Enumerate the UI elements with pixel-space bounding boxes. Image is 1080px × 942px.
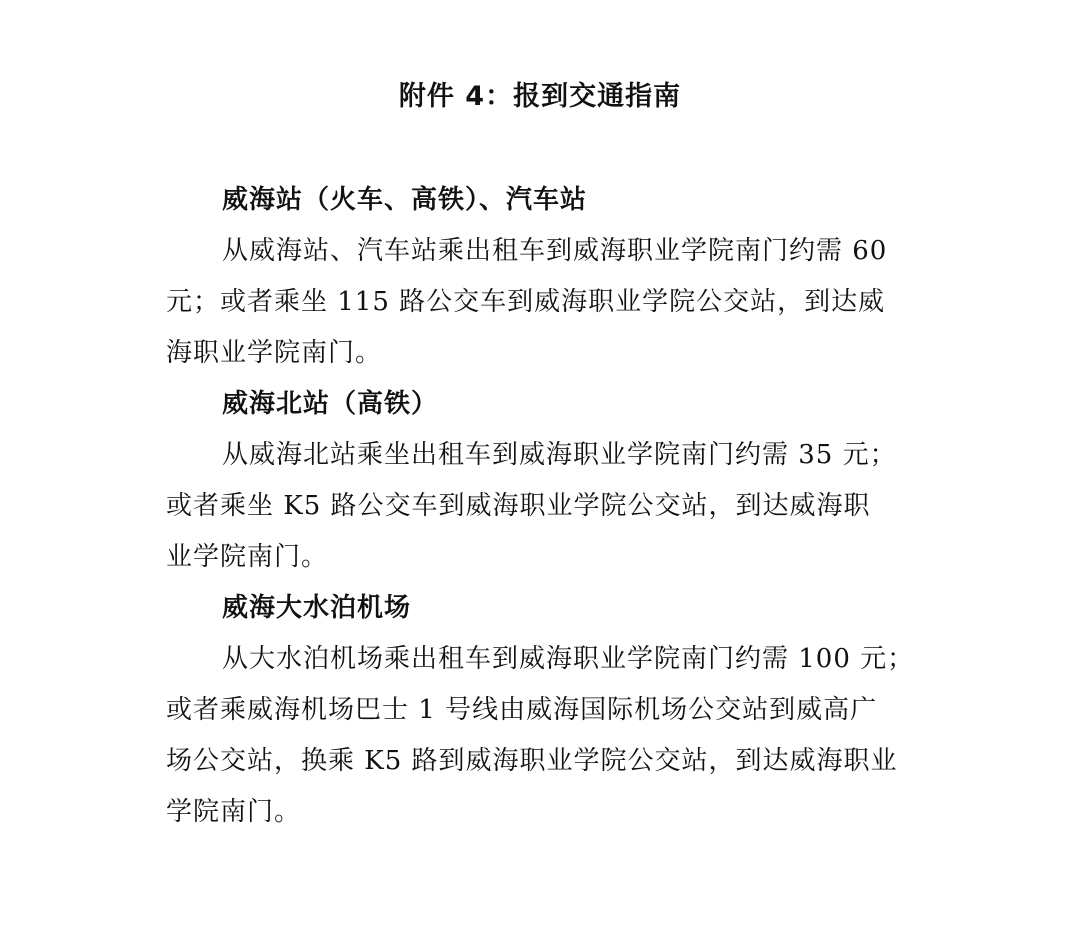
paragraph-line: 从威海北站乘坐出租车到威海职业学院南门约需 35 元；: [222, 440, 897, 470]
section-heading-airport: 威海大水泊机场: [222, 593, 412, 623]
paragraph-line: 学院南门。: [166, 797, 302, 827]
paragraph-line: 海职业学院南门。: [166, 338, 383, 368]
section-heading-weihai-north-station: 威海北站（高铁）: [222, 389, 439, 419]
document-title: 附件 4：报到交通指南: [398, 81, 682, 112]
paragraph-line: 业学院南门。: [166, 542, 329, 572]
paragraph-line: 或者乘威海机场巴士 1 号线由威海国际机场公交站到威高广: [166, 695, 878, 725]
section-heading-weihai-station: 威海站（火车、高铁）、汽车站: [222, 185, 588, 215]
paragraph-line: 元；或者乘坐 115 路公交车到威海职业学院公交站，到达威: [166, 287, 886, 317]
paragraph-line: 从大水泊机场乘出租车到威海职业学院南门约需 100 元；: [222, 644, 915, 674]
document-body: [166, 175, 1080, 838]
paragraph-line: 或者乘坐 K5 路公交车到威海职业学院公交站，到达威海职: [166, 491, 871, 521]
paragraph-line: 场公交站，换乘 K5 路到威海职业学院公交站，到达威海职业: [166, 746, 898, 776]
paragraph-line: 从威海站、汽车站乘出租车到威海职业学院南门约需 60: [222, 236, 888, 266]
